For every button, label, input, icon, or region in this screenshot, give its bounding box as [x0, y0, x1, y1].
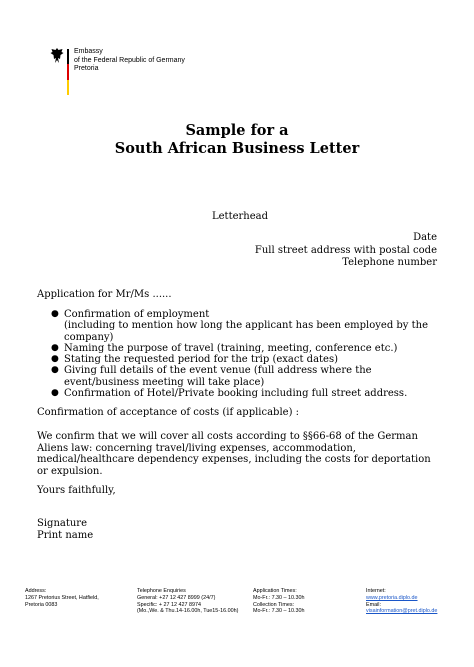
list-item [37, 365, 439, 388]
footer-times [253, 588, 305, 615]
list-item [37, 388, 439, 399]
application-line: Application for Mr/Ms ...... [37, 289, 172, 300]
website-link[interactable]: www.pretoria.diplo.de [366, 594, 418, 601]
bullet-icon: ● [51, 309, 59, 319]
cost-statement: We confirm that we will cover all costs according to §§66-68 of the German Aliens law: concerning travel/living expenses, accommodation, medical/healthcare dependency expenses, including the costs for deportation or expulsion. [37, 431, 431, 477]
telephone-label: Telephone number [342, 257, 437, 268]
federal-eagle-icon [50, 47, 64, 64]
footer-line: Telephone Enquiries [137, 588, 186, 594]
bullet-icon: ● [51, 365, 59, 376]
closing-line: Yours faithfully, [37, 485, 116, 496]
embassy-line: Pretoria [74, 65, 99, 72]
list-item-text: Naming the purpose of travel (training, meeting, conference etc.) [64, 342, 398, 354]
document-title-line1: Sample for a [185, 122, 289, 139]
footer-line: Internet: [366, 588, 386, 594]
list-item-text: Confirmation of Hotel/Private booking including full street address. [64, 388, 408, 400]
requirements-list [37, 309, 439, 399]
footer-address [25, 588, 99, 608]
footer-line: (Mo.,We. & Thu.14-16.00h, Tue15-16.00h) [137, 608, 239, 615]
footer-line: Application Times: [253, 588, 297, 594]
list-item [37, 354, 439, 365]
footer-line: General: +27 12 427 8999 (24/7) [137, 594, 216, 601]
footer-line: Pretoria 0083 [25, 601, 58, 608]
embassy-line: of the Federal Republic of Germany [74, 56, 185, 64]
address-label: Full street address with postal code [254, 244, 437, 256]
cost-acceptance-heading: Confirmation of acceptance of costs (if applicable) : [37, 407, 300, 418]
embassy-line: Embassy [74, 48, 103, 55]
footer-line: Specific: + 27 12 427 8974 [137, 601, 201, 608]
list-item-text: Giving full details of the event venue (full address where the event/business meeting will take place) [64, 365, 372, 388]
sender-details [255, 232, 437, 270]
list-item-text: Stating the requested period for the trip (exact dates) [64, 354, 338, 366]
email-link[interactable]: visainformation@pret.diplo.de [366, 608, 438, 615]
letterhead-label: Letterhead [212, 211, 269, 222]
bullet-icon: ● [51, 342, 59, 353]
list-item-text: Confirmation of employment [64, 309, 210, 320]
document-title-line2: South African Business Letter [114, 140, 360, 157]
footer-line: Mo-Fr.: 7.30 – 10.30h [253, 594, 305, 601]
signature-block [37, 518, 437, 541]
print-name-label: Print name [37, 529, 94, 541]
signature-label: Signature [37, 518, 88, 529]
list-item [37, 309, 439, 343]
footer-line: Collection Times: [253, 601, 295, 608]
footer-line: Email: [366, 601, 381, 608]
footer-line: Mo-Fr.: 7.30 – 10.30h [253, 608, 305, 615]
footer-contact [366, 588, 437, 615]
footer-line: 1267 Pretorius Street, Hatfield, [25, 594, 99, 601]
flag-bar [67, 49, 69, 95]
footer-telephone [137, 588, 238, 615]
date-label: Date [413, 232, 437, 243]
list-item-subtext: (including to mention how long the applicant has been employed by the company) [64, 320, 429, 343]
bullet-icon: ● [51, 354, 59, 365]
footer-line: Address: [25, 588, 47, 594]
embassy-name [74, 48, 185, 74]
bullet-icon: ● [51, 388, 59, 399]
list-item [37, 343, 439, 354]
